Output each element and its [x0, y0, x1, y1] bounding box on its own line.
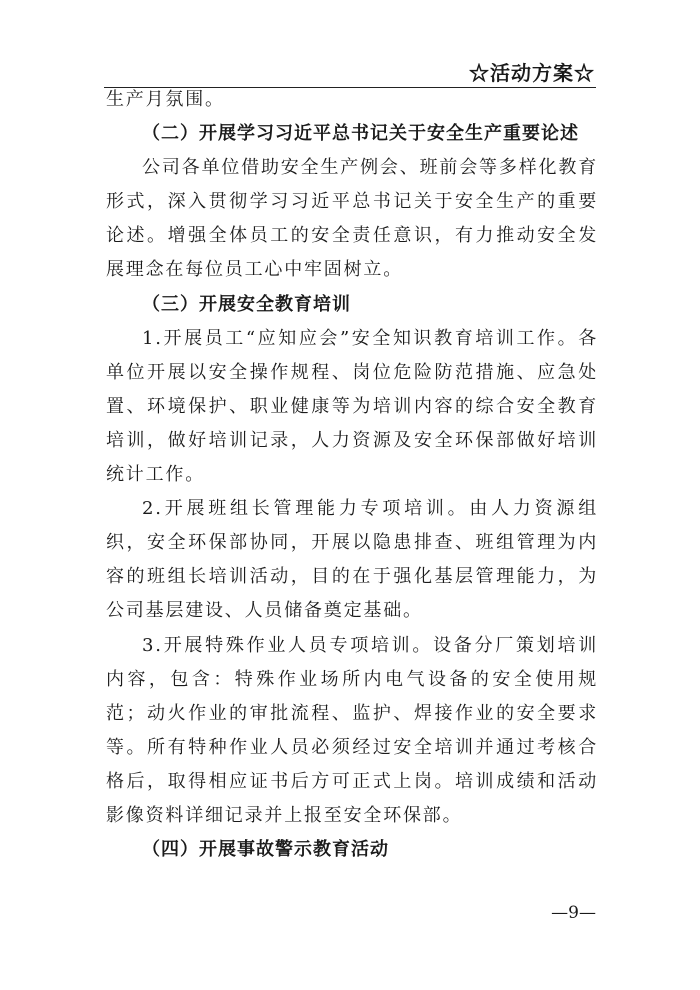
section-4-heading: （四）开展事故警示教育活动: [142, 839, 389, 861]
section-3-item-1: 1.开展员工“应知应会”安全知识教育培训工作。各单位开展以安全操作规程、岗位危险防范措施、应急处置、环境保护、职业健康等为培训内容的综合安全教育培训，做好培训记录，人力资源及安全环保部做好培训统计工作。: [106, 327, 598, 486]
document-body: [106, 83, 598, 867]
section-3-heading: （三）开展安全教育培训: [142, 293, 351, 315]
section-3-item-3: 3.开展特殊作业人员专项培训。设备分厂策划培训内容，包含：特殊作业场所内电气设备的安全使用规范；动火作业的审批流程、监护、焊接作业的安全要求等。所有特种作业人员必须经过安全培训并通过考核合格后，取得相应证书后方可正式上岗。培训成绩和活动影像资料详细记录并上报至安全环保部。: [106, 634, 598, 826]
page-number: —9—: [551, 903, 596, 923]
section-2-heading: （二）开展学习习近平总书记关于安全生产重要论述: [142, 123, 579, 145]
header-title: ☆活动方案☆: [469, 61, 595, 85]
section-2-paragraph: 公司各单位借助安全生产例会、班前会等多样化教育形式，深入贯彻学习习近平总书记关于安全生产的重要论述。增强全体员工的安全责任意识，有力推动安全发展理念在每位员工心中牢固树立。: [106, 157, 598, 281]
section-3-item-2: 2.开展班组长管理能力专项培训。由人力资源组织，安全环保部协同，开展以隐患排查、班组管理为内容的班组长培训活动，目的在于强化基层管理能力，为公司基层建设、人员储备奠定基础。: [106, 498, 598, 622]
continued-paragraph: 生产月氛围。: [106, 89, 225, 110]
